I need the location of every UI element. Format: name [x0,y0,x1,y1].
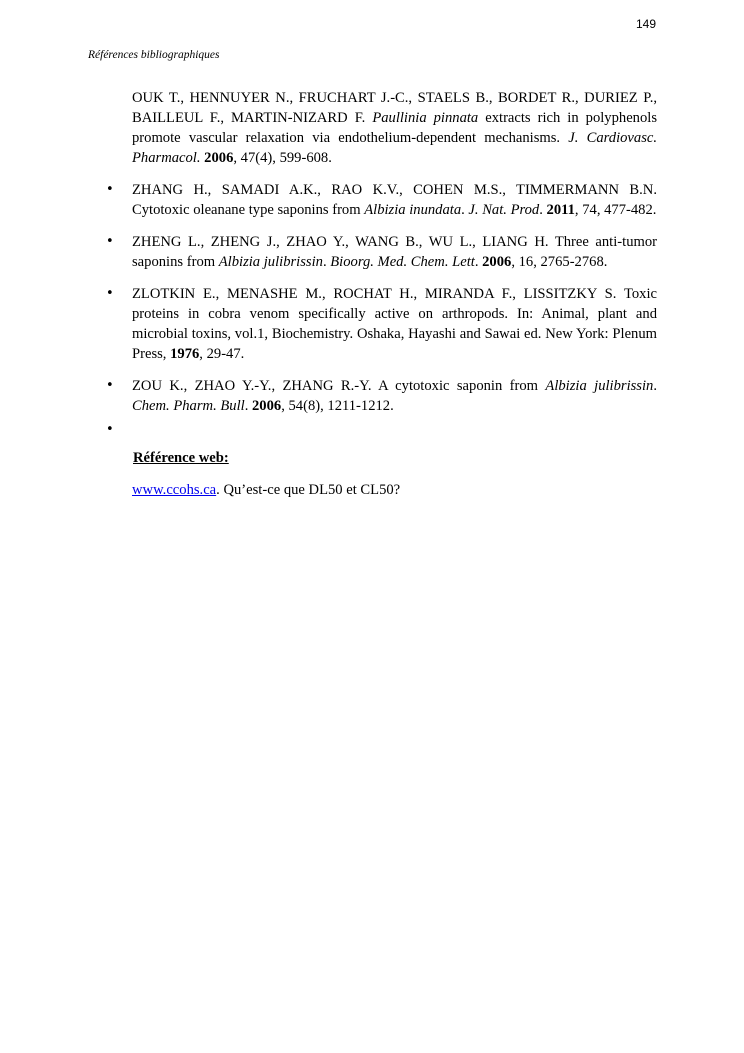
bullet-icon: • [106,286,114,301]
ref-species: Albizia julibrissin [218,254,323,270]
reference-item [106,376,657,416]
web-reference-heading: Référence web: [133,450,229,466]
ref-title: Three anti-tumor saponins from [132,234,657,270]
ref-year: 2011 [546,202,575,218]
ref-authors: ZHENG L., ZHENG J., ZHAO Y., WANG B., WU L., LIANG H. [132,234,555,250]
web-reference-line [132,480,657,500]
reference-list [106,88,657,500]
ref-year: 1976 [170,346,200,362]
ref-journal: J. Cardiovasc. Pharmacol. [132,130,657,166]
ccohs-link[interactable]: www.ccohs.ca [132,482,217,498]
ref-tail: , 29-47. [199,346,245,362]
ref-species: Albizia inundata [364,202,462,218]
ref-year: 2006 [204,150,234,166]
reference-item [106,284,657,364]
bullet-icon: • [106,234,114,249]
empty-list-item [106,420,657,440]
bullet-icon: • [106,422,114,437]
ref-sep: . [474,254,483,270]
ref-title-cont: . [461,202,469,218]
ref-journal: J. Nat. Prod [468,202,540,218]
ref-authors: ZLOTKIN E., MENASHE M., ROCHAT H., MIRANDA F., LISSITZKY S. [132,286,624,302]
ref-tail: , 47(4), 599-608. [233,150,332,166]
bullet-icon: • [106,378,114,393]
ref-species: Albizia julibrissin [545,378,654,394]
ref-sep: . [244,398,252,414]
running-header: Références bibliographiques [88,49,220,61]
ref-title: A cytotoxic saponin from [378,378,546,394]
ref-journal: Chem. Pharm. Bull [132,398,245,414]
ref-title: Cytotoxic oleanane type saponins from [132,202,365,218]
page-number: 149 [635,17,656,31]
ref-sep: . [539,202,547,218]
ref-title-cont: . [653,378,657,394]
ref-title-cont: . [322,254,331,270]
ref-authors: OUK T., HENNUYER N., FRUCHART J.-C., STAELS B., BORDET R., DURIEZ P., BAILLEUL F., MARTIN-NIZARD F. [132,90,657,126]
ref-species: Paullinia pinnata [372,110,479,126]
ref-tail: , 74, 477-482. [574,202,657,218]
ref-authors: ZOU K., ZHAO Y.-Y., ZHANG R.-Y. [132,378,379,394]
reference-item [106,180,657,220]
ref-title: Toxic proteins in cobra venom specifically active on arthropods. In: Animal, plant and microbial toxins, vol.1, Biochemistry. Oshaka, Hayashi and Sawai ed. New York: Plenum Press, [132,286,657,362]
ref-journal: Bioorg. Med. Chem. Lett [330,254,475,270]
reference-item [132,88,657,168]
ref-tail: , 16, 2765-2768. [511,254,608,270]
ref-authors: ZHANG H., SAMADI A.K., RAO K.V., COHEN M.S., TIMMERMANN B.N. [132,182,657,198]
bullet-icon: • [106,182,114,197]
ref-tail: , 54(8), 1211-1212. [281,398,394,414]
reference-item [106,232,657,272]
web-reference-text: . Qu’est-ce que DL50 et CL50? [216,482,401,498]
ref-title-cont: extracts rich in polyphenols promote vascular relaxation via endothelium-dependent mechanisms. [132,110,657,146]
ref-year: 2006 [252,398,282,414]
ref-year: 2006 [482,254,512,270]
